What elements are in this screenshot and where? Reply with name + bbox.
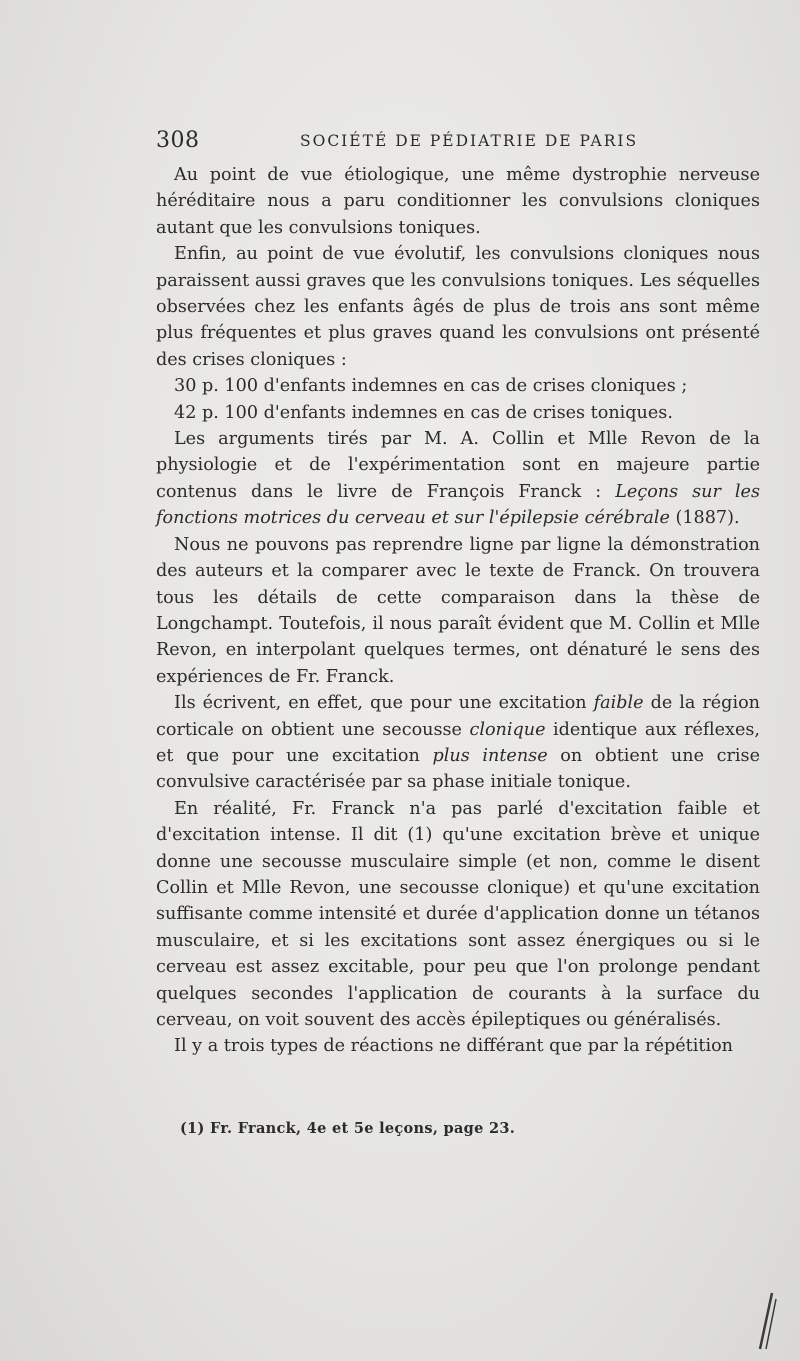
emphasis: clonique (469, 719, 546, 740)
paragraph: Il y a trois types de réactions ne différant que par la répétition (174, 1036, 733, 1057)
paragraph: En réalité, Fr. Franck n'a pas parlé d'excitation faible et d'excitation intense. Il dit (1) qu'une excitation brève et unique donne une secousse musculaire simple (et non, comme le disent Collin et Mlle Revon, une secousse clonique) et qu'une excitation suffisante comme intensité et durée d'application donne un tétanos musculaire, et si les excitations sont assez énergiques ou si le cerveau est assez excitable, pour peu que l'on prolonge pendant quelques secondes l'application de courants à la surface du cerveau, on voit souvent des accès épileptiques ou généralisés. (156, 798, 760, 1030)
scan-mark-icon (750, 1291, 780, 1351)
running-head: SOCIÉTÉ DE PÉDIATRIE DE PARIS (300, 132, 639, 150)
footnote: (1) Fr. Franck, 4e et 5e leçons, page 23. (180, 1120, 516, 1137)
paragraph: Nous ne pouvons pas reprendre ligne par ligne la démonstration des auteurs et la comparer avec le texte de Franck. On trouvera tous les détails de cette comparaison dans la thèse de Longchampt. Toutefois, il nous paraît évident que M. Collin et Mlle Revon, en interpolant quelques termes, ont dénaturé le sens des expériences de Fr. Franck. (156, 534, 760, 687)
emphasis: plus intense (432, 745, 548, 766)
paragraph (156, 426, 760, 532)
page-number: 308 (156, 128, 200, 153)
paragraph (156, 690, 760, 796)
emphasis: faible (593, 693, 644, 714)
text-run: (1887). (669, 508, 740, 529)
page-header (156, 128, 760, 158)
text-run: Les arguments tirés par M. A. Collin et Mlle Revon de la physiologie et de l'expérimentation sont en majeure partie contenus dans le livre de François Franck : (156, 429, 760, 502)
list-item: 30 p. 100 d'enfants indemnes en cas de crises cloniques ; (174, 376, 688, 397)
list-item: 42 p. 100 d'enfants indemnes en cas de crises toniques. (174, 402, 673, 423)
body-text (156, 162, 760, 1060)
text-run: on obtient une crise convulsive caractérisée par sa phase initiale tonique. (156, 745, 760, 793)
text-run: de la région corticale on obtient une secousse (156, 693, 760, 740)
paragraph: Au point de vue étiologique, une même dystrophie nerveuse héréditaire nous a paru conditionner les convulsions cloniques autant que les convulsions toniques. (156, 165, 760, 238)
text-run: Ils écrivent, en effet, que pour une excitation (174, 693, 594, 714)
paragraph: Enfin, au point de vue évolutif, les convulsions cloniques nous paraissent aussi graves que les convulsions toniques. Les séquelles observées chez les enfants âgés de plus de trois ans sont même plus fréquentes et plus graves quand les convulsions ont présenté des crises cloniques : (156, 244, 760, 370)
text-run: identique aux réflexes, et que pour une excitation (156, 719, 761, 766)
book-title: Leçons sur les fonctions motrices du cerveau et sur l'épilepsie cérébrale (156, 481, 760, 529)
